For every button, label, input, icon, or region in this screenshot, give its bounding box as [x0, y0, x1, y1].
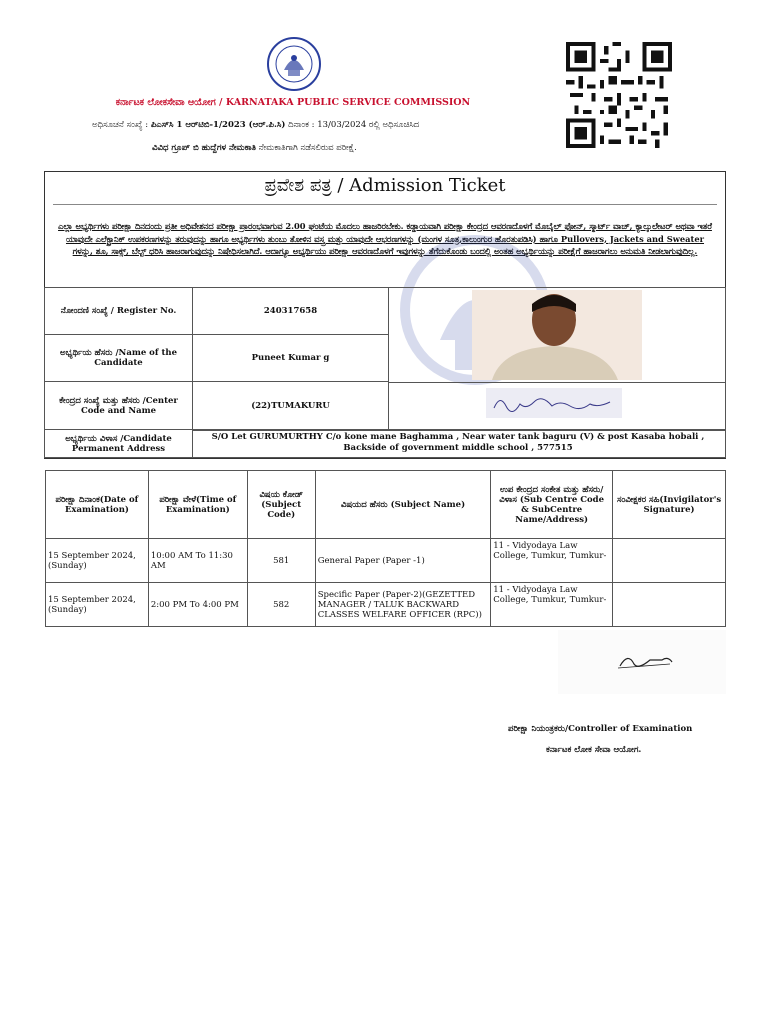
recruitment-title: ವಿವಿಧ ಗ್ರೂಪ್ ಬಿ ಹುದ್ದೆಗಳ ನೇಮಕಾತಿ — [152, 143, 256, 153]
instructions-text: ಎಲ್ಲಾ ಅಭ್ಯರ್ಥಿಗಳು ಪರೀಕ್ಷಾ ದಿನದಂದು ಪ್ರತೀ ಅಧಿವೇಶನದ ಪರೀಕ್ಷಾ ಪ್ರಾರಂಭವಾಗುವ 2.00 ಘಂಟೆಯ ಮೊದಲು ಹಾಜರಿರಬೇಕು. ಕಡ್ಡಾಯವಾಗಿ ಪರೀಕ್ಷಾ ಕೇಂದ್ರದ ಆವರಣದೊಳಗೆ ಮೊಬೈಲ್ ಫೋನ್, ಸ್ಮಾರ್ಟ್ ವಾಚ್, ಕ್ಯಾಲ್ಕುಲೇಟರ್ ಅಥವಾ ಇತರೆ ಯಾವುದೇ ಎಲೆಕ್ಟ್ರಾನಿಕ್ ಉಪಕರಣಗಳನ್ನು ತರುವುದನ್ನು ಹಾಗೂ ಅಭ್ಯರ್ಥಿಗಳು ತುಂಬು ತೋಳಿನ ವಸ್ತ್ರ ಮತ್ತು ಯಾವುದೇ ಆಭರಣಗಳನ್ನು (ಮಂಗಳ ಸೂತ್ರ,ಕಾಲುಂಗುರ ಹೊರತುಪಡಿಸಿ) ಹಾಗೂ Pullovers, Jackets and Sweater ಗಳನ್ನು, ಶೂ, ಸಾಕ್ಸ್, ಬೆಲ್ಟ್ ಧರಿಸಿ ಹಾಜರಾಗುವುದನ್ನು ನಿಷೇಧಿಸಲಾಗಿದೆ. ಆದಾಗ್ಯೂ ಅಭ್ಯರ್ಥಿಯು ಪರೀಕ್ಷಾ ಆವರಣದೊಳಗೆ ಇವುಗಳನ್ನು ತೆಗೆದುಕೊಂಡು ಬಂದಲ್ಲಿ ಅಂತಹ ಅಭ್ಯರ್ಥಿಯನ್ನು ಪರೀಕ್ಷೆಗೆ ಹಾಜರಾಗಲು ಅನುಮತಿ ನೀಡಲಾಗುವುದಿಲ್ಲ. — [58, 221, 712, 257]
center-name: (22)TUMAKURU — [193, 382, 389, 430]
controller-signature-scribble — [558, 630, 726, 694]
register-label: ನೋಂದಣಿ ಸಂಖ್ಯೆ / Register No. — [45, 288, 193, 335]
exam-subject-name: Specific Paper (Paper-2)(GEZETTED MANAGER / TALUK BACKWARD CLASSES WELFARE OFFICER (RPC)) — [315, 583, 491, 627]
candidate-signature — [486, 388, 622, 418]
exam-row — [46, 583, 726, 627]
photo-divider — [388, 382, 726, 383]
exam-subject-code: 581 — [247, 539, 315, 583]
exam-subject-name: General Paper (Paper -1) — [315, 539, 491, 583]
header-subcentre: ಉಪ ಕೇಂದ್ರದ ಸಂಕೇತ ಮತ್ತು ಹೆಸರು/ವಿಳಾಸ (Sub Centre Code & SubCentre Name/Address) — [491, 471, 613, 539]
exam-table-header — [46, 471, 726, 539]
kpsc-seal-logo — [262, 36, 326, 94]
center-row — [45, 382, 389, 430]
exam-subcentre: 11 - Vidyodaya Law College, Tumkur, Tumkur- — [491, 583, 613, 627]
commission-title: ಕರ್ನಾಟಕ ಲೋಕಸೇವಾ ಆಯೋಗ / KARNATAKA PUBLIC SERVICE COMMISSION — [115, 97, 471, 108]
candidate-name: Puneet Kumar g — [193, 335, 389, 382]
controller-signature — [558, 630, 726, 694]
exam-subcentre: 11 - Vidyodaya Law College, Tumkur, Tumkur- — [491, 539, 613, 583]
address-label: ಅಭ್ಯರ್ಥಿಯ ವಿಳಾಸ /Candidate Permanent Address — [45, 430, 193, 458]
qr-code — [566, 42, 672, 148]
exam-time: 2:00 PM To 4:00 PM — [148, 583, 247, 627]
exam-schedule-table — [45, 470, 726, 627]
register-number: 240317658 — [193, 288, 389, 335]
notification-line — [92, 120, 419, 130]
exam-date: 15 September 2024, (Sunday) — [46, 539, 149, 583]
ticket-title: ಪ್ರವೇಶ ಪತ್ರ / Admission Ticket — [264, 175, 506, 196]
name-row — [45, 335, 389, 382]
header-subject-name: ವಿಷಯದ ಹೆಸರು (Subject Name) — [315, 471, 491, 539]
exam-row — [46, 539, 726, 583]
exam-invigilator-sign — [613, 539, 726, 583]
exam-subject-code: 582 — [247, 583, 315, 627]
exam-invigilator-sign — [613, 583, 726, 627]
signature-scribble — [486, 388, 622, 418]
controller-title: ಪರೀಕ್ಷಾ ನಿಯಂತ್ರಕರು/Controller of Examination — [508, 724, 693, 734]
exam-date: 15 September 2024, (Sunday) — [46, 583, 149, 627]
recruitment-suffix: ನೇಮಕಾತಿಗಾಗಿ ನಡೆಸಲಿರುವ ಪರೀಕ್ಷೆ. — [255, 143, 357, 153]
notification-prefix: ಅಧಿಸೂಚನೆ ಸಂಖ್ಯೆ : — [92, 120, 151, 130]
name-label: ಅಭ್ಯರ್ಥಿಯ ಹೆಸರು /Name of the Candidate — [45, 335, 193, 382]
register-row — [45, 288, 389, 335]
candidate-photo — [472, 290, 642, 380]
exam-time: 10:00 AM To 11:30 AM — [148, 539, 247, 583]
header-time: ಪರೀಕ್ಷಾ ವೇಳೆ(Time of Examination) — [148, 471, 247, 539]
center-label: ಕೇಂದ್ರದ ಸಂಖ್ಯೆ ಮತ್ತು ಹೆಸರು /Center Code and Name — [45, 382, 193, 430]
commission-footer: ಕರ್ನಾಟಕ ಲೋಕ ಸೇವಾ ಆಯೋಗ. — [546, 745, 642, 755]
recruitment-line — [152, 143, 357, 153]
header-subject-code: ವಿಷಯ ಕೋಡ್ (Subject Code) — [247, 471, 315, 539]
header-date: ಪರೀಕ್ಷಾ ದಿನಾಂಕ(Date of Examination) — [46, 471, 149, 539]
title-divider — [53, 204, 717, 205]
candidate-address: S/O Let GURUMURTHY C/o kone mane Baghamma , Near water tank baguru (V) & post Kasaba hobali , Backside of government middle school , 577515 — [211, 432, 705, 453]
notification-suffix: ದಿನಾಂಕ : 13/03/2024 ರಲ್ಲಿ ಅಧಿಸೂಚಿಸಿದ — [285, 120, 420, 130]
notification-number: ಪಿಎಸ್‌ಸಿ 1 ಆರ್‌ಟಿಬಿ-1/2023 (ಆರ್.ಪಿ.ಸಿ) — [150, 120, 286, 130]
header-invigilator: ಸಂವೀಕ್ಷಕರ ಸಹಿ(Invigilator's Signature) — [613, 471, 726, 539]
